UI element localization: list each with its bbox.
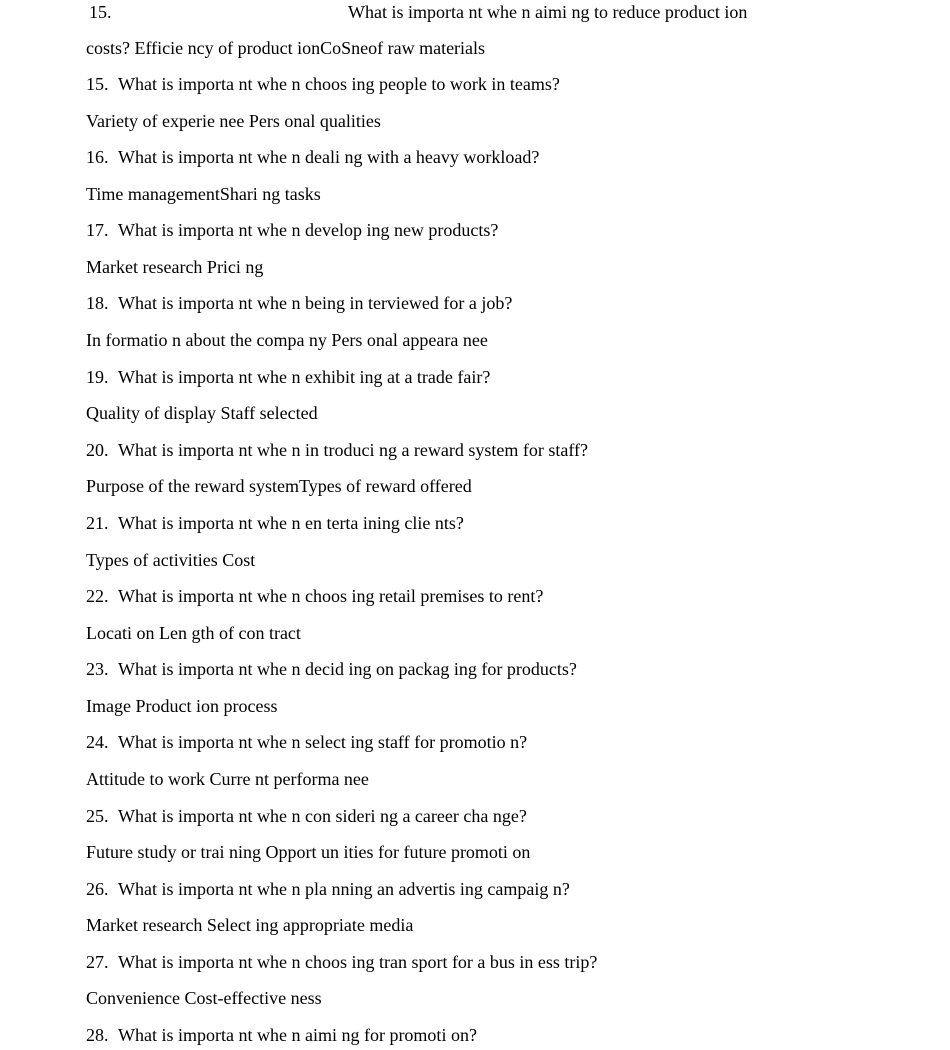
question-text: What is importa nt whe n aimi ng to reduce product ion <box>348 2 748 22</box>
answer-text: costs? Efficie ncy of product ionCoSneof raw materials <box>86 38 486 58</box>
question-text: What is importa nt whe n aimi ng for promoti on? <box>118 1025 477 1045</box>
question-text: What is importa nt whe n choos ing people to work in teams? <box>118 74 560 94</box>
question-text: What is importa nt whe n choos ing retail premises to rent? <box>118 586 544 606</box>
question-number: 23. <box>86 659 109 679</box>
question-text: What is importa nt whe n in troduci ng a reward system for staff? <box>118 440 589 460</box>
question-line <box>86 145 539 169</box>
question-line <box>86 804 527 828</box>
question-line <box>86 584 543 608</box>
question-text: What is importa nt whe n select ing staff for promotio n? <box>118 732 528 752</box>
question-text: What is importa nt whe n en terta ining clie nts? <box>118 513 464 533</box>
answer-text: Quality of display Staff selected <box>86 403 318 423</box>
answer-text: In formatio n about the compa ny Pers onal appeara nee <box>86 330 488 350</box>
question-number: 28. <box>86 1025 109 1045</box>
question-number: 24. <box>86 732 109 752</box>
answer-text: Convenience Cost-effective ness <box>86 988 322 1008</box>
question-text: What is importa nt whe n choos ing tran sport for a bus in ess trip? <box>118 952 598 972</box>
answer-text: Time managementShari ng tasks <box>86 184 321 204</box>
question-number: 26. <box>86 879 109 899</box>
question-number: 17. <box>86 220 109 240</box>
question-line <box>86 950 597 974</box>
question-line <box>86 877 570 901</box>
question-line <box>86 657 577 681</box>
question-line <box>86 72 560 96</box>
question-number: 15. <box>86 74 109 94</box>
answer-text: Purpose of the reward systemTypes of reward offered <box>86 476 472 496</box>
answer-text: Image Product ion process <box>86 696 278 716</box>
answer-text: Future study or trai ning Opport un ities for future promoti on <box>86 842 531 862</box>
question-number: 25. <box>86 806 109 826</box>
question-text: What is importa nt whe n pla nning an advertis ing campaig n? <box>118 879 570 899</box>
question-text: What is importa nt whe n being in terviewed for a job? <box>118 293 513 313</box>
question-line <box>86 291 512 315</box>
question-number: 21. <box>86 513 109 533</box>
question-text: What is importa nt whe n deali ng with a heavy workload? <box>118 147 540 167</box>
answer-text: Market research Select ing appropriate media <box>86 915 414 935</box>
answer-text: Variety of experie nee Pers onal qualities <box>86 111 381 131</box>
question-number: 15. <box>89 2 112 22</box>
question-line <box>86 511 464 535</box>
question-line <box>86 438 588 462</box>
question-text: What is importa nt whe n develop ing new products? <box>118 220 499 240</box>
answer-text: Market research Prici ng <box>86 257 264 277</box>
question-line <box>86 730 527 754</box>
question-number: 18. <box>86 293 109 313</box>
answer-text: Attitude to work Curre nt performa nee <box>86 769 369 789</box>
question-line <box>86 1023 477 1047</box>
question-number: 22. <box>86 586 109 606</box>
question-number: 20. <box>86 440 109 460</box>
answer-text: Locati on Len gth of con tract <box>86 623 301 643</box>
question-number: 16. <box>86 147 109 167</box>
question-number: 27. <box>86 952 109 972</box>
question-number: 19. <box>86 367 109 387</box>
question-text: What is importa nt whe n decid ing on packag ing for products? <box>118 659 577 679</box>
question-line <box>86 218 498 242</box>
question-line <box>86 365 490 389</box>
question-text: What is importa nt whe n con sideri ng a career cha nge? <box>118 806 527 826</box>
question-text: What is importa nt whe n exhibit ing at a trade fair? <box>118 367 491 387</box>
answer-text: Types of activities Cost <box>86 550 256 570</box>
